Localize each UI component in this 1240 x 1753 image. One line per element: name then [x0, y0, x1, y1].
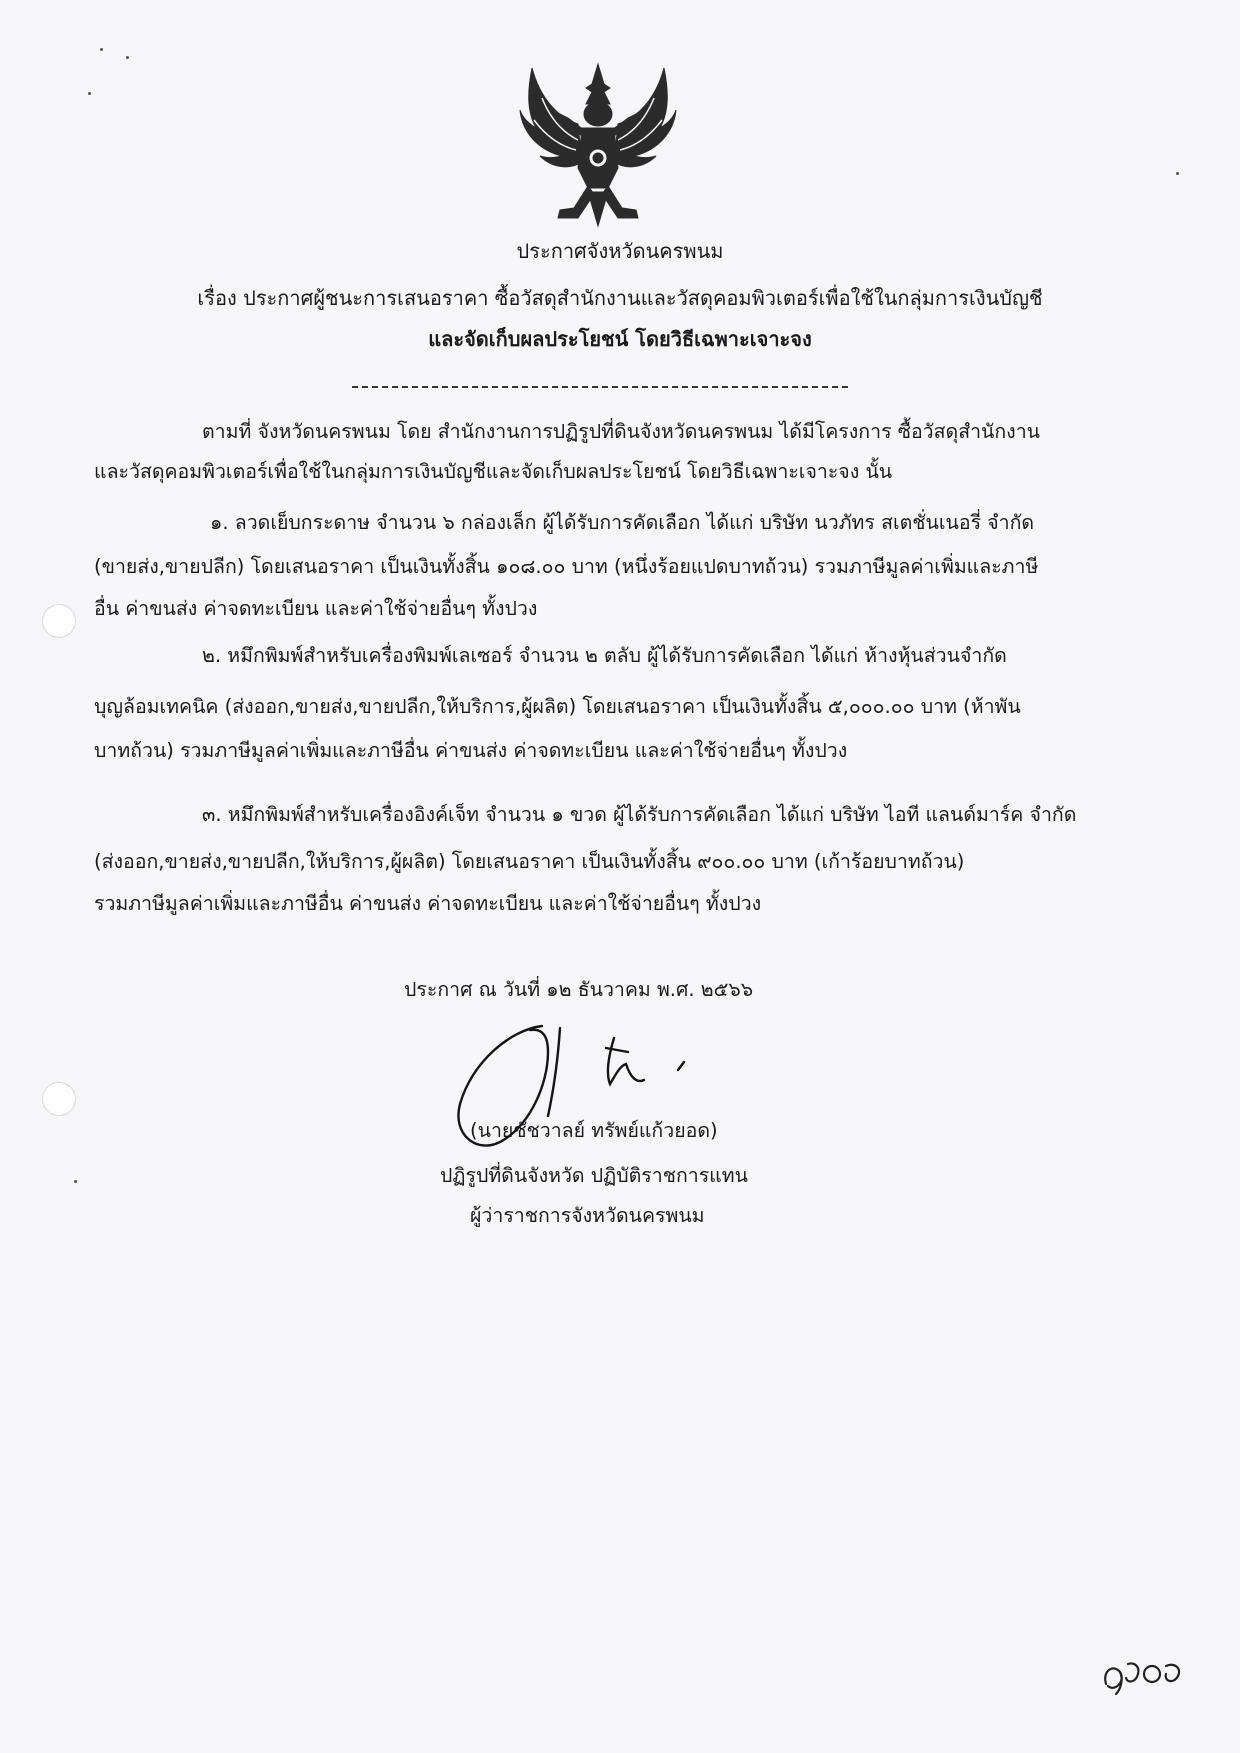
item1-line-1: ๑. ลวดเย็บกระดาษ จำนวน ๖ กล่องเล็ก ผู้ได้รับการคัดเลือก ได้แก่ บริษัท นวภัทร สเตชั่นเนอรี่ จำกัด [210, 511, 1035, 534]
subject-line-2: และจัดเก็บผลประโยชน์ โดยวิธีเฉพาะเจาะจง [428, 327, 812, 351]
document-heading: ประกาศจังหวัดนครพนม [516, 239, 724, 263]
punch-hole-bottom [42, 1082, 76, 1116]
scan-speck [88, 92, 91, 95]
item1-line-2: (ขายส่ง,ขายปลีก) โดยเสนอราคา เป็นเงินทั้งสิ้น ๑๐๘.๐๐ บาท (หนึ่งร้อยแปดบาทถ้วน) รวมภาษีมูลค่าเพิ่มและภาษี [94, 555, 1039, 578]
punch-hole-top [42, 604, 76, 638]
item1-line-3: อื่น ค่าขนส่ง ค่าจดทะเบียน และค่าใช้จ่ายอื่นๆ ทั้งปวง [94, 597, 538, 620]
garuda-emblem-icon [518, 58, 678, 228]
subject-line-1: เรื่อง ประกาศผู้ชนะการเสนอราคา ซื้อวัสดุสำนักงานและวัสดุคอมพิวเตอร์เพื่อใช้ในกลุ่มการเงินบัญชี [197, 286, 1043, 310]
intro-line-1: ตามที่ จังหวัดนครพนม โดย สำนักงานการปฏิรูปที่ดินจังหวัดนครพนม ได้มีโครงการ ซื้อวัสดุสำนักงาน [202, 420, 1040, 443]
dashed-divider [352, 386, 848, 388]
intro-line-2: และวัสดุคอมพิวเตอร์เพื่อใช้ในกลุ่มการเงินบัญชีและจัดเก็บผลประโยชน์ โดยวิธีเฉพาะเจาะจง นั้น [94, 460, 893, 483]
item3-line-1: ๓. หมึกพิมพ์สำหรับเครื่องอิงค์เจ็ท จำนวน ๑ ขวด ผู้ได้รับการคัดเลือก ได้แก่ บริษัท ไอที แลนด์มาร์ค จำกัด [202, 803, 1077, 826]
item2-line-3: บาทถ้วน) รวมภาษีมูลค่าเพิ่มและภาษีอื่น ค่าขนส่ง ค่าจดทะเบียน และค่าใช้จ่ายอื่นๆ ทั้งปวง [94, 739, 848, 762]
announcement-date: ประกาศ ณ วันที่ ๑๒ ธันวาคม พ.ศ. ๒๕๖๖ [404, 978, 754, 1001]
item3-line-2: (ส่งออก,ขายส่ง,ขายปลีก,ให้บริการ,ผู้ผลิต) โดยเสนอราคา เป็นเงินทั้งสิ้น ๙๐๐.๐๐ บาท (เก้าร้อยบาทถ้วน) [94, 850, 965, 873]
signer-title-1: ปฏิรูปที่ดินจังหวัด ปฏิบัติราชการแทน [440, 1164, 748, 1187]
handwritten-number-mark [1098, 1640, 1188, 1710]
scan-speck [74, 1180, 77, 1183]
signer-name: (นายชัชวาลย์ ทรัพย์แก้วยอด) [470, 1119, 718, 1142]
item3-line-3: รวมภาษีมูลค่าเพิ่มและภาษีอื่น ค่าขนส่ง ค่าจดทะเบียน และค่าใช้จ่ายอื่นๆ ทั้งปวง [94, 892, 762, 915]
scan-speck [1176, 172, 1179, 175]
item2-line-2: บุญล้อมเทคนิค (ส่งออก,ขายส่ง,ขายปลีก,ให้บริการ,ผู้ผลิต) โดยเสนอราคา เป็นเงินทั้งสิ้น ๕,๐๐๐.๐๐ บาท (ห้าพัน [94, 695, 1021, 718]
item2-line-1: ๒. หมึกพิมพ์สำหรับเครื่องพิมพ์เลเซอร์ จำนวน ๒ ตลับ ผู้ได้รับการคัดเลือก ได้แก่ ห้างหุ้นส่วนจำกัด [202, 644, 1007, 667]
scan-speck [100, 48, 103, 51]
scan-speck [126, 56, 129, 59]
signer-title-2: ผู้ว่าราชการจังหวัดนครพนม [470, 1204, 705, 1227]
